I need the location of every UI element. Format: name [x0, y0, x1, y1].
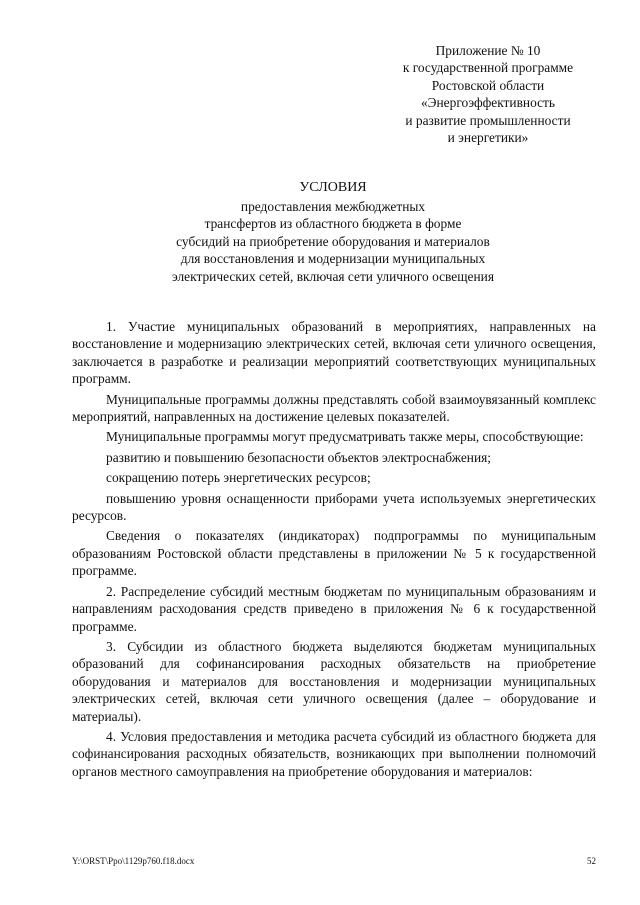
page-footer — [72, 855, 596, 867]
appendix-line: «Энергоэффективность — [420, 95, 555, 111]
body-paragraph: 2. Распределение субсидий местным бюджетам по муниципальным образованиям и направлениям расходования средств приведено в приложения № 6 к государственной программе. — [72, 583, 596, 634]
body-paragraph: развитию и повышению безопасности объектов электроснабжения; — [106, 449, 491, 465]
appendix-reference — [360, 42, 616, 146]
body-paragraph: 1. Участие муниципальных образований в мероприятиях, направленных на восстановление и модернизацию электрических сетей, включая сети уличного освещения, заключается в разработке и реализации мероприятий соответствующих муниципальных программ. — [72, 319, 596, 387]
document-title: УСЛОВИЯ — [299, 180, 367, 195]
subtitle-line: предоставления межбюджетных — [240, 199, 426, 214]
appendix-line: Ростовской области — [431, 77, 545, 93]
file-path: Y:\ORST\Ppo\1129p760.f18.docx — [72, 856, 195, 866]
body-paragraph: Сведения о показателях (индикаторах) подпрограммы по муниципальным образованиям Ростовской области представлены в приложении № 5 к государственной программе. — [72, 528, 596, 579]
appendix-line: и энергетики» — [447, 130, 529, 146]
appendix-line: Приложение № 10 — [435, 43, 541, 58]
body-paragraph: 4. Условия предоставления и методика расчета субсидий из областного бюджета для софинансирования расходных обязательств, возникающих при выполнении полномочий органов местного самоуправления на приобретение оборудования и материалов: — [72, 728, 596, 779]
body-paragraph: Муниципальные программы должны представлять собой взаимоувязанный комплекс мероприятий, направленных на достижение целевых показателей. — [72, 391, 596, 425]
subtitle-line: для восстановления и модернизации муниципальных — [180, 251, 486, 267]
page-number: 52 — [587, 856, 596, 866]
body-paragraph: повышению уровня оснащенности приборами учета используемых энергетических ресурсов. — [72, 490, 596, 524]
body-paragraph: 3. Субсидии из областного бюджета выделяются бюджетам муниципальных образований для софинансирования расходных обязательств на приобретение оборудования и материалов для восстановления и модернизации муниципальных электрических сетей, включая сети уличного освещения (далее – оборудование и материалы). — [72, 638, 596, 724]
document-body — [72, 318, 596, 783]
body-paragraph: Муниципальные программы могут предусматривать также меры, способствующие: — [106, 429, 584, 445]
subtitle-line: субсидий на приобретение оборудования и материалов — [176, 233, 490, 249]
document-heading — [70, 178, 596, 285]
appendix-line: к государственной программе — [402, 60, 574, 76]
subtitle-line: трансфертов из областного бюджета в форме — [204, 216, 462, 232]
appendix-line: и развитие промышленности — [405, 112, 571, 128]
body-paragraph: сокращению потерь энергетических ресурсов; — [106, 470, 371, 486]
subtitle-line: электрических сетей, включая сети уличного освещения — [172, 268, 494, 284]
